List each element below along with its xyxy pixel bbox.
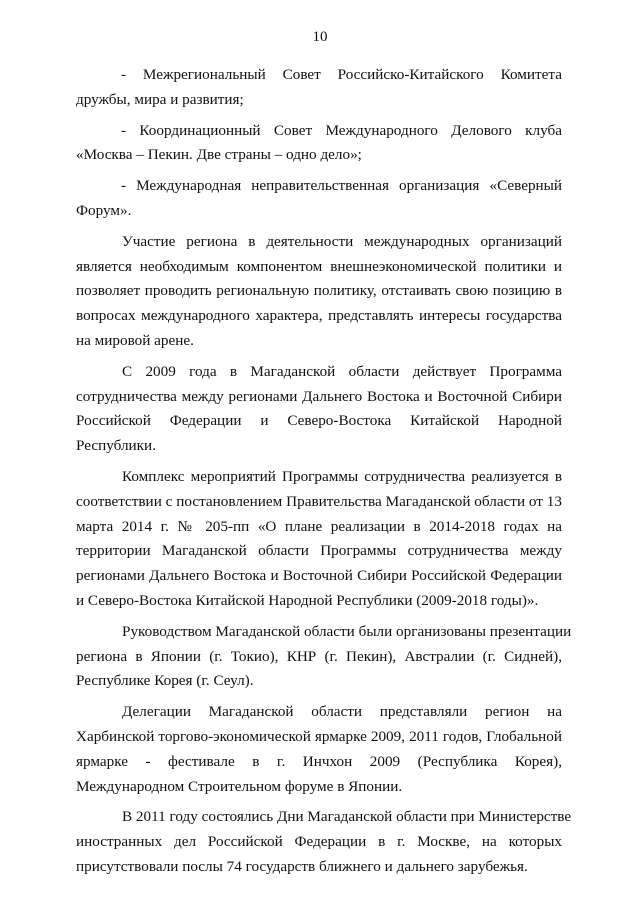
text-line: сотрудничества между регионами Дальнего Востока и Восточной Сибири: [76, 387, 562, 405]
text-line: Харбинской торгово-экономической ярмарке 2009, 2011 годов, Глобальной: [76, 727, 562, 745]
text-line: - Международная неправительственная организация «Северный: [121, 177, 562, 195]
text-line: является необходимым компонентом внешнеэкономической политики и: [76, 257, 562, 275]
paragraph: [76, 230, 562, 354]
text-line: и Северо-Востока Китайской Народной Республики (2009-2018 годы)».: [76, 591, 539, 609]
list-item: [76, 119, 562, 169]
list-item: [76, 63, 562, 113]
text-line: на мировой арене.: [76, 331, 194, 349]
text-line: иностранных дел Российской Федерации в г. Москве, на которых: [76, 833, 562, 851]
paragraph: [76, 620, 572, 694]
page-number: 10: [312, 29, 328, 45]
body-text: [76, 63, 572, 880]
text-line: региона в Японии (г. Токио), КНР (г. Пекин), Австралии (г. Сидней),: [76, 647, 562, 665]
paragraph: [76, 805, 572, 879]
text-line: Международном Строительном форуме в Японии.: [76, 777, 403, 795]
text-line: В 2011 году состоялись Дни Магаданской области при Министерстве: [122, 808, 572, 826]
text-line: вопросах международного характера, представлять интересы государства: [76, 307, 562, 325]
text-line: С 2009 года в Магаданской области действует Программа: [122, 362, 562, 380]
list-item: [76, 174, 562, 224]
text-line: ярмарке - фестивале в г. Инчхон 2009 (Республика Корея),: [76, 752, 562, 770]
text-line: соответствии с постановлением Правительства Магаданской области от 13: [76, 492, 562, 510]
text-line: Делегации Магаданской области представляли регион на: [122, 703, 562, 721]
text-line: Форум».: [76, 201, 132, 219]
paragraph: [76, 700, 562, 799]
text-line: марта 2014 г. № 205-пп «О плане реализации в 2014-2018 годах на: [76, 517, 562, 535]
text-line: Республики.: [76, 437, 156, 455]
text-line: Комплекс мероприятий Программы сотрудничества реализуется в: [122, 467, 562, 485]
text-line: Российской Федерации и Северо-Востока Китайской Народной: [76, 412, 562, 430]
text-line: регионами Дальнего Востока и Восточной Сибири Российской Федерации: [76, 567, 562, 585]
text-line: Руководством Магаданской области были организованы презентации: [122, 622, 572, 640]
text-line: - Координационный Совет Международного Делового клуба: [121, 121, 562, 139]
text-line: Участие региона в деятельности международных организаций: [122, 232, 562, 250]
text-line: территории Магаданской области Программы сотрудничества между: [76, 542, 562, 560]
text-line: дружбы, мира и развития;: [76, 90, 244, 108]
text-line: позволяет проводить региональную политику, отстаивать свою позицию в: [76, 282, 562, 300]
paragraph: [76, 360, 562, 459]
text-line: «Москва – Пекин. Две страны – одно дело»;: [76, 146, 362, 164]
paragraph: [76, 465, 562, 614]
text-line: Республике Корея (г. Сеул).: [76, 672, 254, 690]
text-line: присутствовали послы 74 государств ближнего и дальнего зарубежья.: [76, 857, 528, 875]
text-line: - Межрегиональный Совет Российско-Китайского Комитета: [121, 66, 562, 83]
